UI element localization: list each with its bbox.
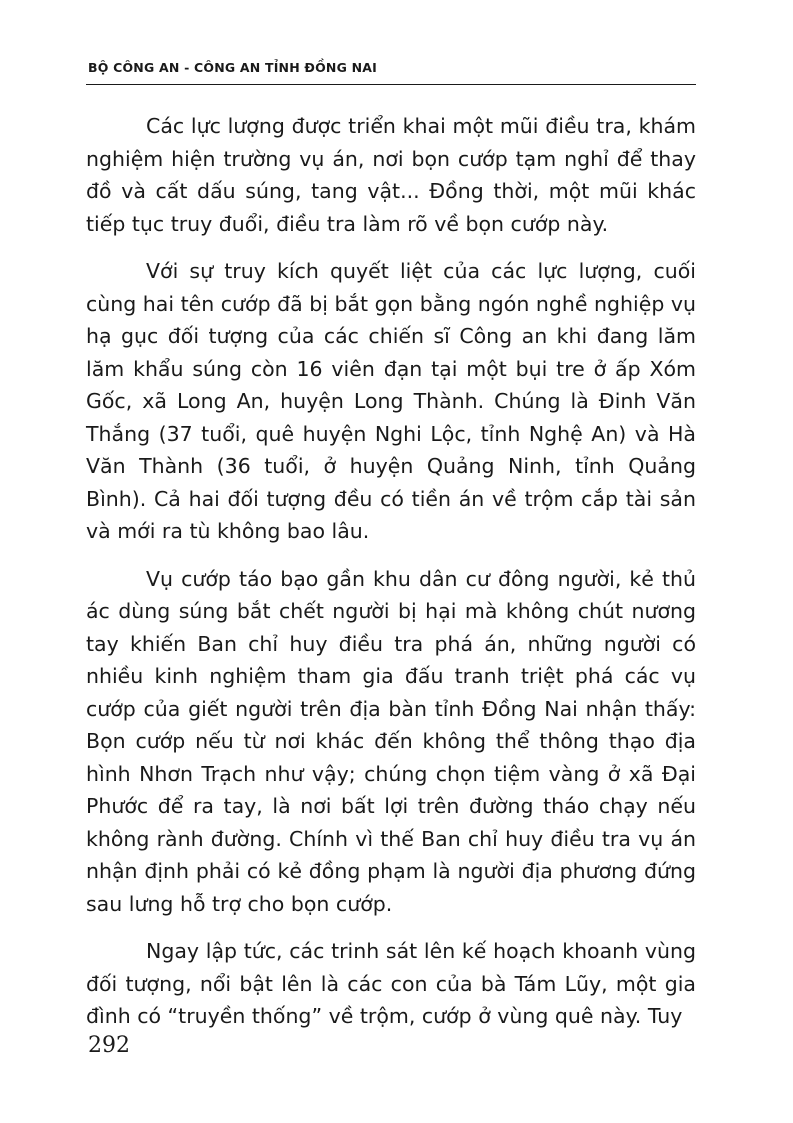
paragraph: Ngay lập tức, các trinh sát lên kế hoạch khoanh vùng đối tượng, nổi bật lên là các con của bà Tám Lũy, một gia đình có “truyền thống” về trộm, cướp ở vùng quê này. Tuy xyxy=(86,939,696,1028)
body-text xyxy=(86,110,696,1048)
header-divider xyxy=(86,84,696,85)
paragraph: Với sự truy kích quyết liệt của các lực lượng, cuối cùng hai tên cướp đã bị bắt gọn bằng ngón nghề nghiệp vụ hạ gục đối tượng của các chiến sĩ Công an khi đang lăm lăm khẩu súng còn 16 viên đạn tại một bụi tre ở ấp Xóm Gốc, xã Long An, huyện Long Thành. Chúng là Đinh Văn Thắng (37 tuổi, quê huyện Nghi Lộc, tỉnh Nghệ An) và Hà Văn Thành (36 tuổi, ở huyện Quảng Ninh, tỉnh Quảng Bình). Cả hai đối tượng đều có tiền án về trộm cắp tài sản và mới ra tù không bao lâu. xyxy=(86,259,696,543)
paragraph: Các lực lượng được triển khai một mũi điều tra, khám nghiệm hiện trường vụ án, nơi bọn cướp tạm nghỉ để thay đồ và cất dấu súng, tang vật... Đồng thời, một mũi khác tiếp tục truy đuổi, điều tra làm rõ về bọn cướp này. xyxy=(86,114,696,236)
running-header: BỘ CÔNG AN - CÔNG AN TỈNH ĐỒNG NAI xyxy=(88,60,377,75)
paragraph: Vụ cướp táo bạo gần khu dân cư đông người, kẻ thủ ác dùng súng bắt chết người bị hại mà không chút nương tay khiến Ban chỉ huy điều tra phá án, những người có nhiều kinh nghiệm tham gia đấu tranh triệt phá các vụ cướp của giết người trên địa bàn tỉnh Đồng Nai nhận thấy: Bọn cướp nếu từ nơi khác đến không thể thông thạo địa hình Nhơn Trạch như vậy; chúng chọn tiệm vàng ở xã Đại Phước để ra tay, là nơi bất lợi trên đường tháo chạy nếu không rành đường. Chính vì thế Ban chỉ huy điều tra vụ án nhận định phải có kẻ đồng phạm là người địa phương đứng sau lưng hỗ trợ cho bọn cướp. xyxy=(86,566,696,916)
page-number: 292 xyxy=(88,1033,130,1058)
